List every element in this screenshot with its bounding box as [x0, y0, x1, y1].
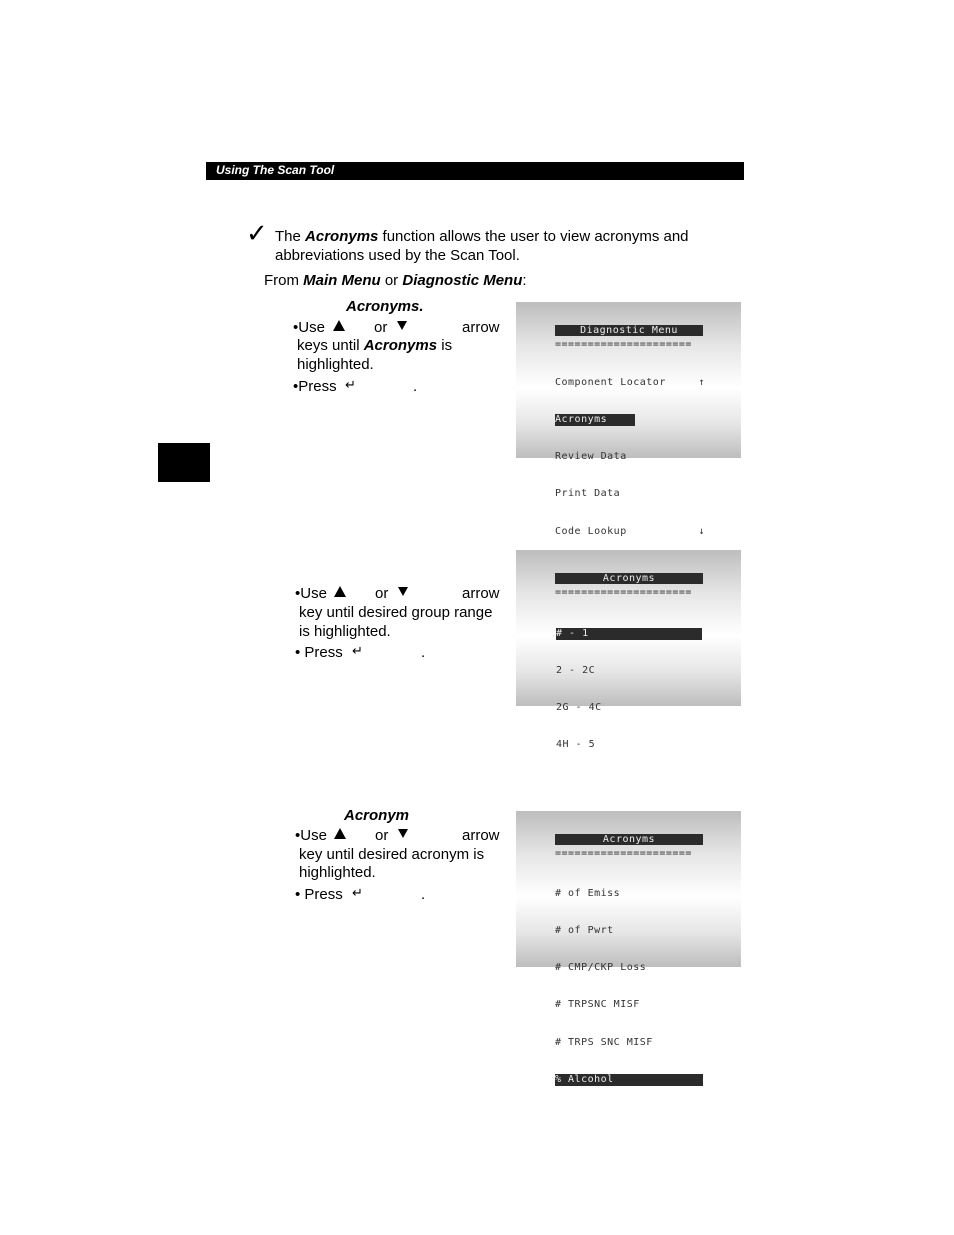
- scan-tool-screen-acronym-groups: [516, 550, 741, 751]
- step3-heading: Acronym: [344, 807, 410, 824]
- screen-acronym-list: [555, 863, 705, 1111]
- scroll-down-icon: ↓: [698, 525, 705, 537]
- up-arrow-key-icon: [334, 586, 346, 597]
- menu-item[interactable]: Review Data: [555, 451, 627, 463]
- intro-line-1: The Acronyms function allows the user to view acronyms and: [275, 228, 689, 245]
- section-header-bar: [206, 162, 744, 180]
- step2-line-3: is highlighted.: [299, 623, 391, 640]
- step2-period: .: [421, 644, 426, 661]
- from-line: From Main Menu or Diagnostic Menu:: [264, 272, 527, 289]
- acronym-item[interactable]: # of Emiss: [555, 887, 621, 899]
- down-arrow-key-icon: [397, 321, 407, 330]
- menu-item[interactable]: Print Data: [555, 488, 621, 500]
- step1-or: or: [374, 319, 388, 336]
- checkmark-icon: ✓: [246, 219, 268, 249]
- up-arrow-key-icon: [333, 320, 345, 331]
- screen-title: Acronyms: [555, 834, 703, 845]
- side-tab-marker: [158, 443, 210, 482]
- acronym-item[interactable]: # of Pwrt: [555, 925, 614, 937]
- step2-or: or: [375, 585, 389, 602]
- scan-tool-screen-diagnostic-menu: [516, 302, 741, 537]
- step3-line-3: highlighted.: [299, 864, 376, 881]
- step1-period: .: [413, 378, 418, 395]
- group-item[interactable]: 4H - 5: [556, 739, 596, 751]
- step3-or: or: [375, 827, 389, 844]
- screen-divider: =====================: [555, 848, 692, 859]
- step3-press-label: • Press: [295, 886, 343, 903]
- acronym-item[interactable]: # TRPSNC MISF: [555, 999, 640, 1011]
- scroll-up-icon: ↑: [698, 376, 705, 388]
- step3-arrow-word: arrow: [462, 827, 500, 844]
- step2-arrow-word: arrow: [462, 585, 500, 602]
- step1-line-2: keys until Acronyms is: [297, 337, 453, 354]
- step1-use-label: •Use: [293, 319, 325, 336]
- screen-title: Acronyms: [555, 573, 703, 584]
- step2-use-label: •Use: [295, 585, 327, 602]
- enter-key-icon: ↵: [352, 886, 363, 901]
- step1-arrow-word: arrow: [462, 319, 500, 336]
- step3-line-2: key until desired acronym is: [299, 846, 485, 863]
- step2-press-label: • Press: [295, 644, 343, 661]
- acronym-item-highlighted[interactable]: % Alcohol: [555, 1074, 703, 1086]
- enter-key-icon: ↵: [345, 378, 356, 393]
- acronym-item[interactable]: # TRPS SNC MISF: [555, 1036, 653, 1048]
- down-arrow-key-icon: [398, 587, 408, 596]
- group-item[interactable]: 2G - 4C: [556, 702, 602, 714]
- group-item-highlighted[interactable]: # - 1: [556, 628, 702, 640]
- screen-divider: =====================: [555, 587, 692, 598]
- step1-heading: Acronyms.: [346, 298, 424, 315]
- enter-key-icon: ↵: [352, 644, 363, 659]
- menu-item-highlighted[interactable]: Acronyms: [555, 414, 705, 426]
- step2-line-2: key until desired group range: [299, 604, 493, 621]
- intro-line-2: abbreviations used by the Scan Tool.: [275, 247, 520, 264]
- section-header-title: Using The Scan Tool: [216, 163, 335, 177]
- step1-press-label: •Press: [293, 378, 337, 395]
- up-arrow-key-icon: [334, 828, 346, 839]
- screen-group-list: [556, 603, 706, 777]
- menu-item[interactable]: Code Lookup ↓: [555, 525, 705, 537]
- group-item[interactable]: 2 - 2C: [556, 665, 596, 677]
- step3-period: .: [421, 886, 426, 903]
- step3-use-label: •Use: [295, 827, 327, 844]
- screen-title: Diagnostic Menu: [555, 325, 703, 336]
- screen-divider: =====================: [555, 339, 692, 350]
- menu-item[interactable]: Component Locator ↑: [555, 376, 705, 388]
- step1-line-3: highlighted.: [297, 356, 374, 373]
- acronym-item[interactable]: # CMP/CKP Loss: [555, 962, 647, 974]
- down-arrow-key-icon: [398, 829, 408, 838]
- scan-tool-screen-acronym-list: [516, 811, 741, 1085]
